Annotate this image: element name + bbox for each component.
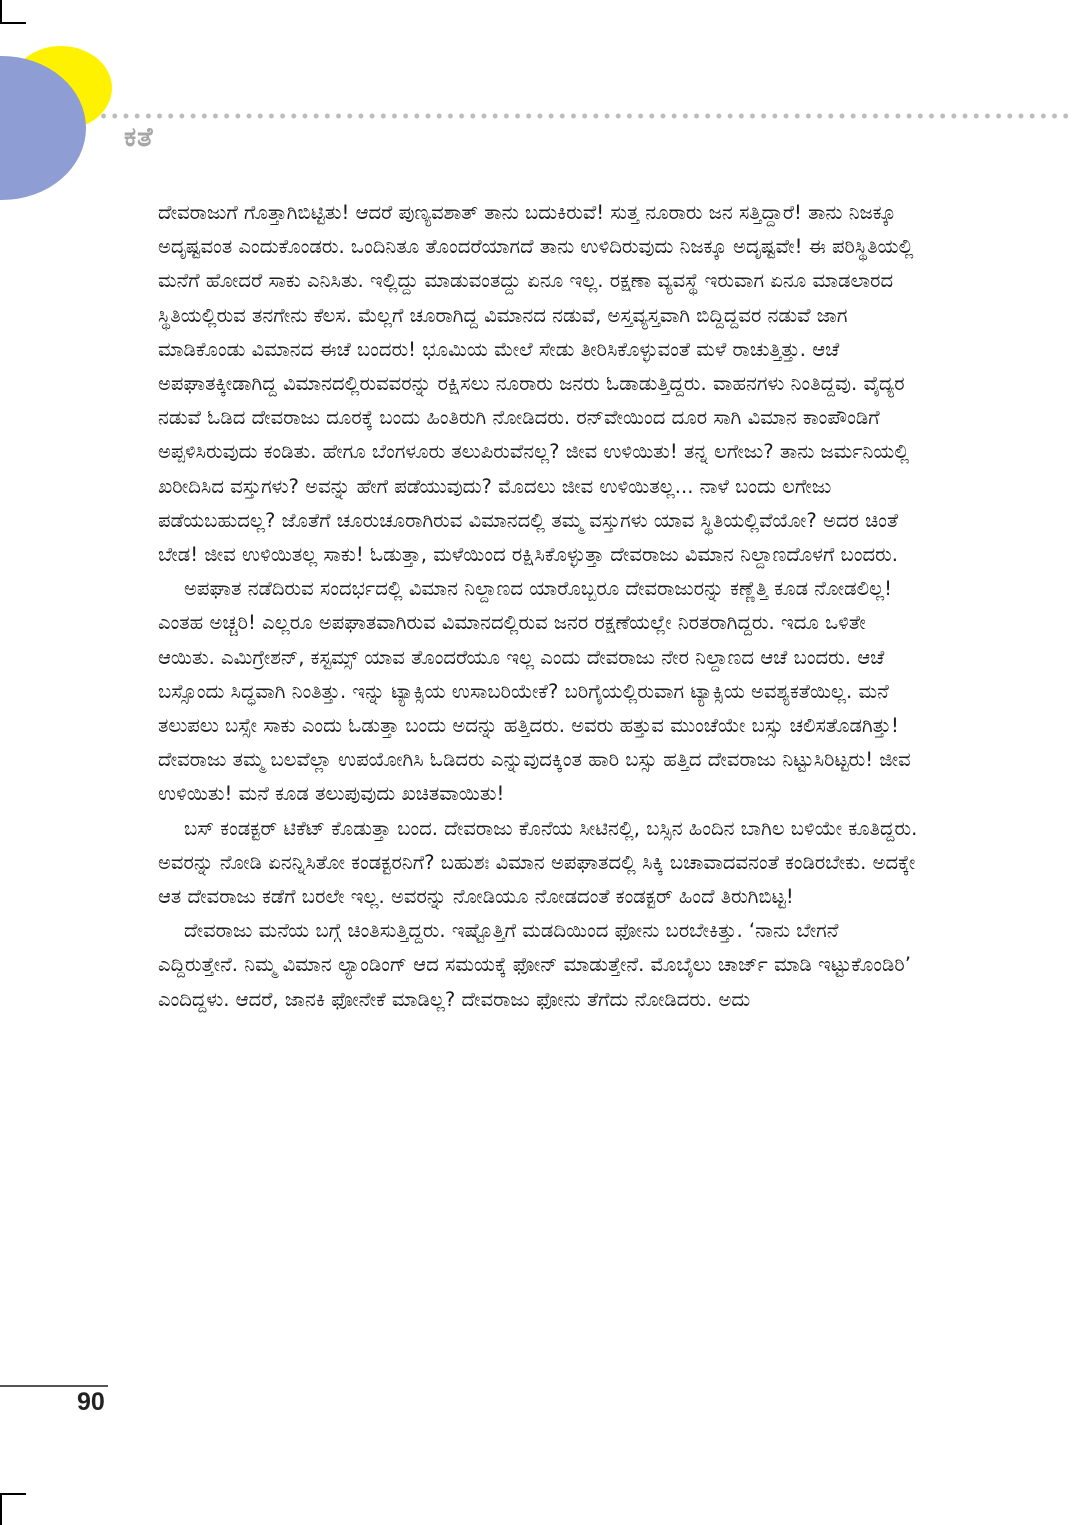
paragraph: ಅಪಘಾತ ನಡೆದಿರುವ ಸಂದರ್ಭದಲ್ಲಿ ವಿಮಾನ ನಿಲ್ದಾಣದ ಯಾರೊಬ್ಬರೂ ದೇವರಾಜುರನ್ನು ಕಣ್ಣೆತ್ತಿ ಕೂಡ ನೋಡಲಿಲ್ಲ! ಎಂತಹ ಅಚ್ಚರಿ! ಎಲ್ಲರೂ ಅಪಘಾತವಾಗಿರುವ ವಿಮಾನದಲ್ಲಿರುವ ಜನರ ರಕ್ಷಣೆಯಲ್ಲೇ ನಿರತರಾಗಿದ್ದರು. ಇದೂ ಒಳಿತೇ ಆಯಿತು. ಎಮಿಗ್ರೇಶನ್, ಕಸ್ಟಮ್ಸ್ ಯಾವ ತೊಂದರೆಯೂ ಇಲ್ಲ ಎಂದು ದೇವರಾಜು ನೇರ ನಿಲ್ದಾಣದ ಆಚೆ ಬಂದರು. ಆಚೆ ಬಸ್ಸೊಂದು ಸಿದ್ಧವಾಗಿ ನಿಂತಿತ್ತು. ಇನ್ನು ಟ್ಯಾಕ್ಸಿಯ ಉಸಾಬರಿಯೇಕೆ? ಬರಿಗೈಯಲ್ಲಿರುವಾಗ ಟ್ಯಾಕ್ಸಿಯ ಅವಶ್ಯಕತೆಯಿಲ್ಲ. ಮನೆ ತಲುಪಲು ಬಸ್ಸೇ ಸಾಕು ಎಂದು ಓಡುತ್ತಾ ಬಂದು ಅದನ್ನು ಹತ್ತಿದರು. ಅವರು ಹತ್ತುವ ಮುಂಚೆಯೇ ಬಸ್ಸು ಚಲಿಸತೊಡಗಿತ್ತು! ದೇವರಾಜು ತಮ್ಮ ಬಲವೆಲ್ಲಾ ಉಪಯೋಗಿಸಿ ಓಡಿದರು ಎನ್ನುವುದಕ್ಕಿಂತ ಹಾರಿ ಬಸ್ಸು ಹತ್ತಿದ ದೇವರಾಜು ನಿಟ್ಟುಸಿರಿಟ್ಟರು! ಜೀವ ಉಳಿಯಿತು! ಮನೆ ಕೂಡ ತಲುಪುವುದು ಖಚಿತವಾಯಿತು! bbox=[158, 577, 911, 806]
crop-mark bbox=[0, 1493, 2, 1525]
crop-mark bbox=[0, 0, 2, 22]
paragraph: ದೇವರಾಜುಗೆ ಗೊತ್ತಾಗಿಬಿಟ್ಟಿತು! ಆದರೆ ಪುಣ್ಯವಶಾತ್ ತಾನು ಬದುಕಿರುವೆ! ಸುತ್ತ ನೂರಾರು ಜನ ಸತ್ತಿದ್ದಾರೆ! ತಾನು ನಿಜಕ್ಕೂ ಅದೃಷ್ಟವಂತ ಎಂದುಕೊಂಡರು. ಒಂದಿನಿತೂ ತೊಂದರೆಯಾಗದೆ ತಾನು ಉಳಿದಿರುವುದು ನಿಜಕ್ಕೂ ಅದೃಷ್ಟವೇ! ಈ ಪರಿಸ್ಥಿತಿಯಲ್ಲಿ ಮನೆಗೆ ಹೋದರೆ ಸಾಕು ಎನಿಸಿತು. ಇಲ್ಲಿದ್ದು ಮಾಡುವಂತದ್ದು ಏನೂ ಇಲ್ಲ. ರಕ್ಷಣಾ ವ್ಯವಸ್ಥೆ ಇರುವಾಗ ಏನೂ ಮಾಡಲಾರದ ಸ್ಥಿತಿಯಲ್ಲಿರುವ ತನಗೇನು ಕೆಲಸ. ಮೆಲ್ಲಗೆ ಚೂರಾಗಿದ್ದ ವಿಮಾನದ ನಡುವೆ, ಅಸ್ತವ್ಯಸ್ತವಾಗಿ ಬಿದ್ದಿದ್ದವರ ನಡುವೆ ಜಾಗ ಮಾಡಿಕೊಂಡು ವಿಮಾನದ ಈಚೆ ಬಂದರು! ಭೂಮಿಯ ಮೇಲೆ ಸೇಡು ತೀರಿಸಿಕೊಳ್ಳುವಂತೆ ಮಳೆ ರಾಚುತ್ತಿತ್ತು. ಆಚೆ ಅಪಘಾತಕ್ಕೀಡಾಗಿದ್ದ ವಿಮಾನದಲ್ಲಿರುವವರನ್ನು ರಕ್ಷಿಸಲು ನೂರಾರು ಜನರು ಓಡಾಡುತ್ತಿದ್ದರು. ವಾಹನಗಳು ನಿಂತಿದ್ದವು. ವೈದ್ಯರ ನಡುವೆ ಓಡಿದ ದೇವರಾಜು ದೂರಕ್ಕೆ ಬಂದು ಹಿಂತಿರುಗಿ ನೋಡಿದರು. ರನ್‌ವೇಯಿಂದ ದೂರ ಸಾಗಿ ವಿಮಾನ ಕಾಂಪೌಂಡಿಗೆ ಅಪ್ಪಳಿಸಿರುವುದು ಕಂಡಿತು. ಹೇಗೂ ಬೆಂಗಳೂರು ತಲುಪಿರುವೆನಲ್ಲ? ಜೀವ ಉಳಿಯಿತು! ತನ್ನ ಲಗೇಜು? ತಾನು ಜರ್ಮನಿಯಲ್ಲಿ ಖರೀದಿಸಿದ ವಸ್ತುಗಳು? ಅವನ್ನು ಹೇಗೆ ಪಡೆಯುವುದು? ಮೊದಲು ಜೀವ ಉಳಿಯಿತಲ್ಲ... ನಾಳೆ ಬಂದು ಲಗೇಜು ಪಡೆಯಬಹುದಲ್ಲ? ಜೊತೆಗೆ ಚೂರುಚೂರಾಗಿರುವ ವಿಮಾನದಲ್ಲಿ ತಮ್ಮ ವಸ್ತುಗಳು ಯಾವ ಸ್ಥಿತಿಯಲ್ಲಿವೆಯೋ? ಅದರ ಚಿಂತೆ ಬೇಡ! ಜೀವ ಉಳಿಯಿತಲ್ಲ ಸಾಕು! ಓಡುತ್ತಾ, ಮಳೆಯಿಂದ ರಕ್ಷಿಸಿಕೊಳ್ಳುತ್ತಾ ದೇವರಾಜು ವಿಮಾನ ನಿಲ್ದಾಣದೊಳಗೆ ಬಂದರು. bbox=[158, 201, 914, 567]
paragraph: ದೇವರಾಜು ಮನೆಯ ಬಗ್ಗೆ ಚಿಂತಿಸುತ್ತಿದ್ದರು. ಇಷ್ಟೊತ್ತಿಗೆ ಮಡದಿಯಿಂದ ಫೋನು ಬರಬೇಕಿತ್ತು. ‘ನಾನು ಬೇಗನೆ ಎದ್ದಿರುತ್ತೇನೆ. ನಿಮ್ಮ ವಿಮಾನ ಲ್ಯಾಂಡಿಂಗ್ ಆದ ಸಮಯಕ್ಕೆ ಫೋನ್ ಮಾಡುತ್ತೇನೆ. ಮೊಬೈಲು ಚಾರ್ಜ್ ಮಾಡಿ ಇಟ್ಟುಕೊಂಡಿರಿ’ ಎಂದಿದ್ದಳು. ಆದರೆ, ಜಾನಕಿ ಫೋನೇಕೆ ಮಾಡಿಲ್ಲ? ದೇವರಾಜು ಫೋನು ತೆಗೆದು ನೋಡಿದರು. ಅದು bbox=[158, 919, 911, 1011]
footer-rule bbox=[0, 1385, 108, 1387]
story-body bbox=[158, 196, 918, 1017]
dotted-header-rule bbox=[98, 113, 1072, 119]
paragraph: ಬಸ್ ಕಂಡಕ್ಟರ್ ಟಿಕೆಟ್ ಕೊಡುತ್ತಾ ಬಂದ. ದೇವರಾಜು ಕೊನೆಯ ಸೀಟಿನಲ್ಲಿ, ಬಸ್ಸಿನ ಹಿಂದಿನ ಬಾಗಿಲ ಬಳಿಯೇ ಕೂತಿದ್ದರು. ಅವರನ್ನು ನೋಡಿ ಏನನ್ನಿಸಿತೋ ಕಂಡಕ್ಟರನಿಗೆ? ಬಹುಶಃ ವಿಮಾನ ಅಪಘಾತದಲ್ಲಿ ಸಿಕ್ಕಿ ಬಚಾವಾದವನಂತೆ ಕಂಡಿರಬೇಕು. ಅದಕ್ಕೇ ಆತ ದೇವರಾಜು ಕಡೆಗೆ ಬರಲೇ ಇಲ್ಲ. ಅವರನ್ನು ನೋಡಿಯೂ ನೋಡದಂತೆ ಕಂಡಕ್ಟರ್ ಹಿಂದೆ ತಿರುಗಿಬಿಟ್ಟ! bbox=[158, 816, 918, 909]
crop-mark bbox=[0, 22, 26, 24]
section-label: ಕತೆ bbox=[124, 122, 154, 153]
page-number: 90 bbox=[77, 1388, 105, 1416]
crop-mark bbox=[0, 1493, 26, 1495]
